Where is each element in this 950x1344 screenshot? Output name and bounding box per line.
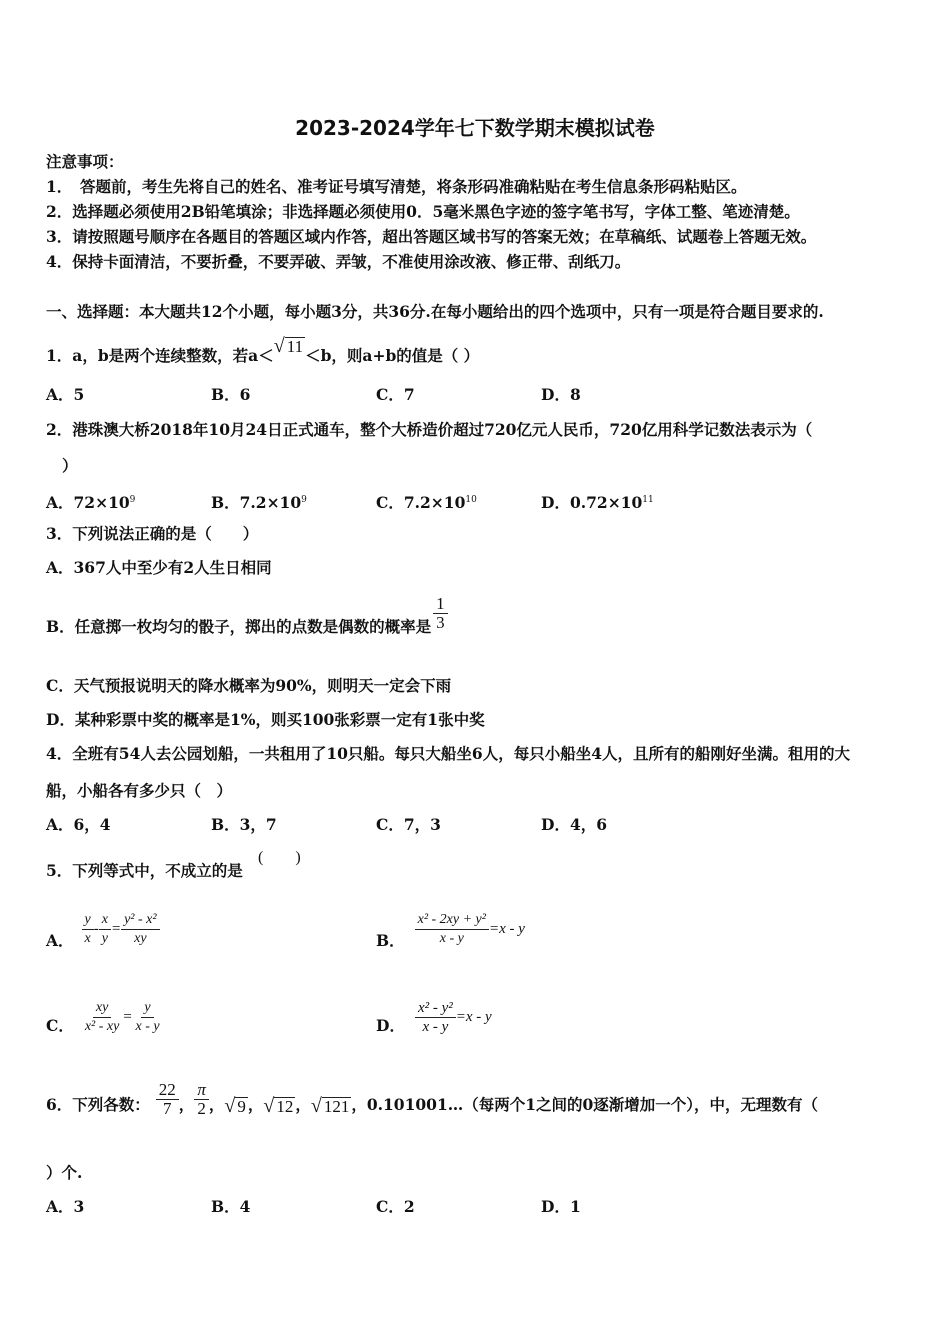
q6-sep-1: ， [178,1095,195,1114]
q1-option-d[interactable]: D．8 [541,385,581,404]
q5-c-frac-1-den: x² - xy [84,1018,120,1034]
q2-stem-line2: ） [62,456,78,475]
q5-c-equals: = [122,1009,133,1025]
q6-radicand-2: 12 [276,1096,294,1116]
q2-option-a-base: A．72×10 [46,493,130,513]
q1-option-c[interactable]: C．7 [376,385,415,404]
q5-d-frac [415,999,456,1036]
q5-a-frac-2-num: x [99,911,111,930]
q3-stem: 3．下列说法正确的是（ ） [46,524,259,543]
q4-stem-line2: 船，小船各有多少只（ ） [46,781,233,800]
q3-option-b-text: B．任意掷一枚均匀的骰子，掷出的点数是偶数的概率是 [46,617,432,636]
q5-b-frac-den: x - y [439,930,464,946]
q5-answer-paren: ( ) [258,849,301,866]
q5-a-frac-2-den: y [101,930,108,946]
q1-option-b[interactable]: B．6 [211,385,251,404]
q2-option-c-base: C．7.2×10 [376,493,466,513]
q5-a-frac-3 [121,911,159,948]
q2-option-d[interactable] [541,490,654,513]
q1-stem-pre: 1．a，b是两个连续整数，若a＜ [46,346,274,365]
q2-stem-line1: 2．港珠澳大桥2018年10月24日正式通车，整个大桥造价超过720亿元人民币，720亿用科学记数法表示为（ [46,420,813,439]
q6-frac-2-num: π [194,1081,209,1100]
q6-sqrt-121 [311,1095,351,1116]
notice-item-1: 1． 答题前，考生先将自己的姓名、准考证号填写清楚，将条形码准确粘贴在考生信息条形码粘贴区。 [46,177,747,196]
q2-option-b-base: B．7.2×10 [211,493,302,513]
notice-item-3: 3．请按照题号顺序在各题目的答题区域内作答，超出答题区域书写的答案无效；在草稿纸、试题卷上答题无效。 [46,227,817,246]
q5-stem: 5．下列等式中，不成立的是 [46,861,243,880]
q2-option-b[interactable] [211,490,307,513]
q5-option-c[interactable] [46,992,163,1042]
q6-stem-line2: ）个. [46,1163,83,1182]
q6-sep-4: ， [295,1095,311,1114]
q1-sqrt [274,335,305,356]
q5-d-frac-num: x² - y² [415,999,456,1018]
q6-frac-1-den: 7 [163,1098,172,1118]
q6-sep-3: ， [247,1095,264,1114]
radical-sign-icon: √ [224,1094,236,1117]
q5-c-frac-1 [82,999,123,1036]
radical-sign-icon: √ [263,1094,275,1117]
q6-option-d[interactable]: D．1 [541,1197,581,1216]
q5-option-d-label: D． [376,1016,405,1035]
q6-stem-post: ，0.101001…（每两个1之间的0逐渐增加一个），中，无理数有（ [351,1095,819,1114]
exam-title: 2023-2024学年七下数学期末模拟试卷 [295,116,655,140]
q5-a-frac-1 [82,911,94,948]
q5-b-frac-num: x² - 2xy + y² [415,911,489,930]
q6-frac-1-num: 22 [156,1081,179,1100]
q5-a-equals: = [110,921,122,937]
q6-radicand-3: 121 [323,1096,350,1116]
radical-sign-icon: √ [310,1094,322,1117]
q5-a-frac-3-num: y² - x² [121,911,159,930]
q5-option-d[interactable] [376,992,492,1042]
q6-frac-22-7 [156,1081,179,1118]
q2-option-a[interactable] [46,490,135,513]
q5-a-frac-3-den: xy [134,930,147,946]
q2-option-b-exp: 9 [301,495,307,505]
q4-option-b[interactable]: B．3，7 [211,815,277,834]
q6-sqrt-9 [224,1095,247,1116]
q3-option-d[interactable]: D．某种彩票中奖的概率是1%，则买100张彩票一定有1张中奖 [46,710,485,729]
question-1 [46,332,479,366]
q5-c-frac-2-num: y [141,999,153,1018]
section-heading: 一、选择题：本大题共12个小题，每小题3分，共36分.在每小题给出的四个选项中，只有一项是符合题目要求的. [46,302,824,321]
notice-item-2: 2．选择题必须使用2B铅笔填涂；非选择题必须使用0．5毫米黑色字迹的签字笔书写，字体工整、笔迹清楚。 [46,202,800,221]
q5-d-rhs: =x - y [455,1009,492,1025]
q6-radicand-1: 9 [237,1096,246,1116]
q5-c-frac-1-num: xy [93,999,111,1018]
q3-option-c[interactable]: C．天气预报说明天的降水概率为90%，则明天一定会下雨 [46,676,452,695]
q5-b-rhs: =x - y [488,921,525,937]
q5-d-frac-den: x - y [422,1018,449,1035]
q3-fraction-numerator: 1 [433,595,448,614]
q6-sqrt-12 [263,1095,295,1116]
q5-option-b[interactable] [376,904,525,954]
q5-a-minus: - [93,921,99,937]
q6-option-a[interactable]: A．3 [46,1197,85,1216]
q5-c-frac-2-den: x - y [135,1018,160,1034]
q4-option-d[interactable]: D．4，6 [541,815,608,834]
q4-stem-line1: 4．全班有54人去公园划船，一共租用了10只船。每只大船坐6人，每只小船坐4人，且所有的船刚好坐满。租用的大 [46,744,850,763]
q2-option-a-exp: 9 [129,495,136,505]
q5-option-a-label: A． [46,931,74,950]
q2-option-d-exp: 11 [642,495,654,505]
notice-item-4: 4．保持卡面清洁，不要折叠，不要弄破、弄皱，不准使用涂改液、修正带、刮纸刀。 [46,252,631,271]
question-6 [46,1074,818,1124]
q6-frac-2-den: 2 [197,1098,206,1118]
q1-option-a[interactable]: A．5 [46,385,85,404]
q6-option-c[interactable]: C．2 [376,1197,415,1216]
q3-option-b-fraction [433,595,448,632]
radical-sign-icon: √ [273,335,285,357]
q3-option-b[interactable] [46,592,448,634]
q2-option-c-exp: 10 [465,495,477,505]
q5-option-c-label: C． [46,1016,74,1035]
q3-option-a[interactable]: A．367人中至少有2人生日相同 [46,558,272,577]
q3-fraction-denominator: 3 [436,612,445,632]
q6-option-b[interactable]: B．4 [211,1197,251,1216]
q6-sep-2: ， [208,1095,225,1114]
notice-heading: 注意事项： [46,152,124,171]
q2-option-d-base: D．0.72×10 [541,493,643,513]
q1-radicand: 11 [286,337,304,356]
q6-stem-pre: 6．下列各数： [46,1095,150,1114]
q5-a-frac-1-num: y [82,911,94,930]
q5-a-frac-1-den: x [84,930,91,946]
q4-option-c[interactable]: C．7，3 [376,815,441,834]
q5-b-frac [415,911,489,948]
q5-a-frac-2 [99,911,111,948]
q5-option-a[interactable] [46,904,160,954]
q5-option-b-label: B． [376,931,405,950]
q6-frac-pi-2 [194,1081,209,1118]
q4-option-a[interactable]: A．6，4 [46,815,111,834]
q5-c-frac-2 [132,999,162,1036]
q2-option-c[interactable] [376,490,477,513]
q1-stem-post: ＜b，则a+b的值是（ ） [305,346,480,365]
